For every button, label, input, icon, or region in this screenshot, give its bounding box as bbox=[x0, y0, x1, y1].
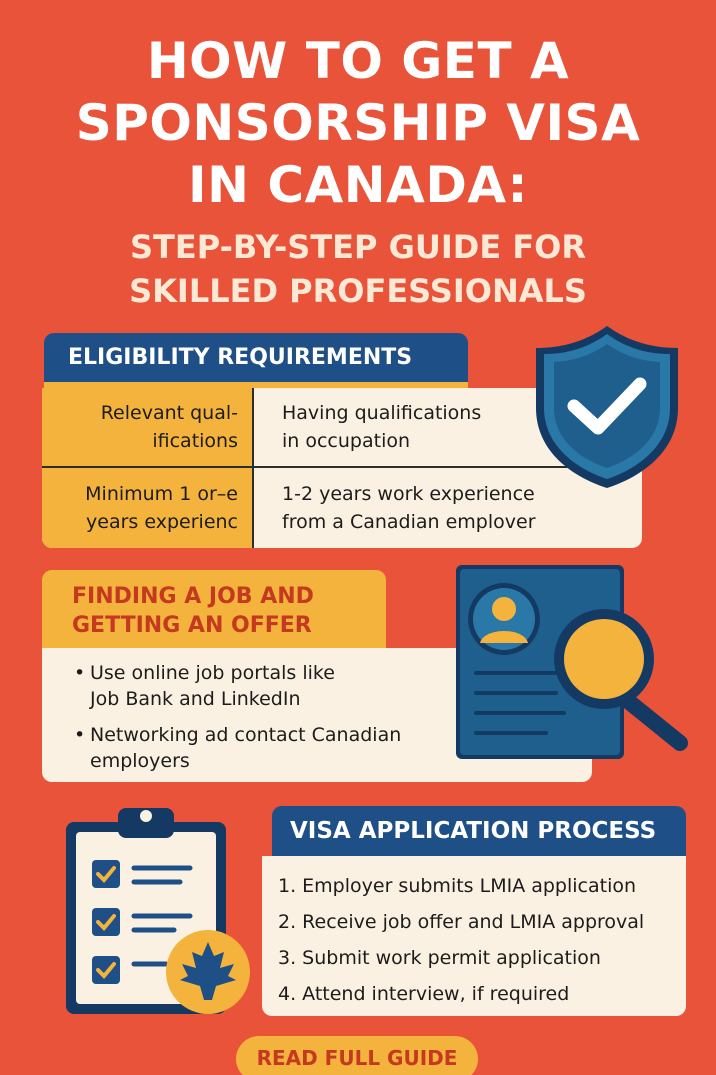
eligibility-criterion bbox=[42, 468, 254, 548]
shield-check-icon bbox=[532, 322, 682, 492]
list-item: 2. Receive job offer and LMIA approval bbox=[278, 911, 645, 933]
job-header-line: FINDING A JOB AND bbox=[72, 584, 314, 609]
description-line: Having qualifications bbox=[282, 402, 482, 424]
job-header bbox=[42, 570, 386, 650]
criterion-line: years experienc bbox=[86, 511, 238, 533]
subtitle-line-1: STEP-BY-STEP GUIDE FOR bbox=[129, 228, 587, 266]
resume-search-icon bbox=[456, 565, 696, 765]
eligibility-criterion bbox=[42, 388, 254, 466]
job-header-line: GETTING AN OFFER bbox=[72, 613, 312, 638]
bullet-dot: • bbox=[74, 724, 86, 746]
visa-steps-card bbox=[262, 856, 686, 1016]
list-item-line: Use online job portals like bbox=[90, 662, 335, 684]
criterion-line: Relevant qual- bbox=[100, 402, 238, 424]
list-item-line: Job Bank and LinkedIn bbox=[90, 688, 301, 710]
maple-leaf-icon bbox=[166, 930, 250, 1014]
description-line: in occupation bbox=[282, 430, 411, 452]
list-item-line: Networking ad contact Canadian bbox=[90, 724, 402, 746]
page-subtitle bbox=[0, 225, 716, 313]
description-line: 1-2 years work experience bbox=[282, 483, 535, 505]
visa-header: VISA APPLICATION PROCESS bbox=[272, 806, 686, 856]
clipboard-checklist-icon bbox=[62, 800, 262, 1020]
title-line-3: IN CANADA: bbox=[188, 156, 528, 214]
page-title bbox=[0, 30, 716, 216]
criterion-line: ifications bbox=[152, 430, 238, 452]
bullet-dot: • bbox=[74, 662, 86, 684]
read-full-guide-button[interactable]: READ FULL GUIDE bbox=[236, 1036, 478, 1075]
criterion-line: Minimum 1 or–e bbox=[85, 483, 238, 505]
subtitle-line-2: SKILLED PROFESSIONALS bbox=[129, 272, 587, 310]
title-line-1: HOW TO GET A bbox=[146, 32, 570, 90]
description-line: from a Canadian emplover bbox=[282, 511, 536, 533]
list-item-line: employers bbox=[90, 750, 190, 772]
title-line-2: SPONSORSHIP VISA bbox=[75, 94, 641, 152]
list-item: 1. Employer submits LMIA application bbox=[278, 875, 637, 897]
eligibility-header: ELIGIBILITY REQUIREMENTS bbox=[44, 333, 468, 389]
list-item: 4. Attend interview, if required bbox=[278, 983, 570, 1005]
list-item: 3. Submit work permit application bbox=[278, 947, 601, 969]
